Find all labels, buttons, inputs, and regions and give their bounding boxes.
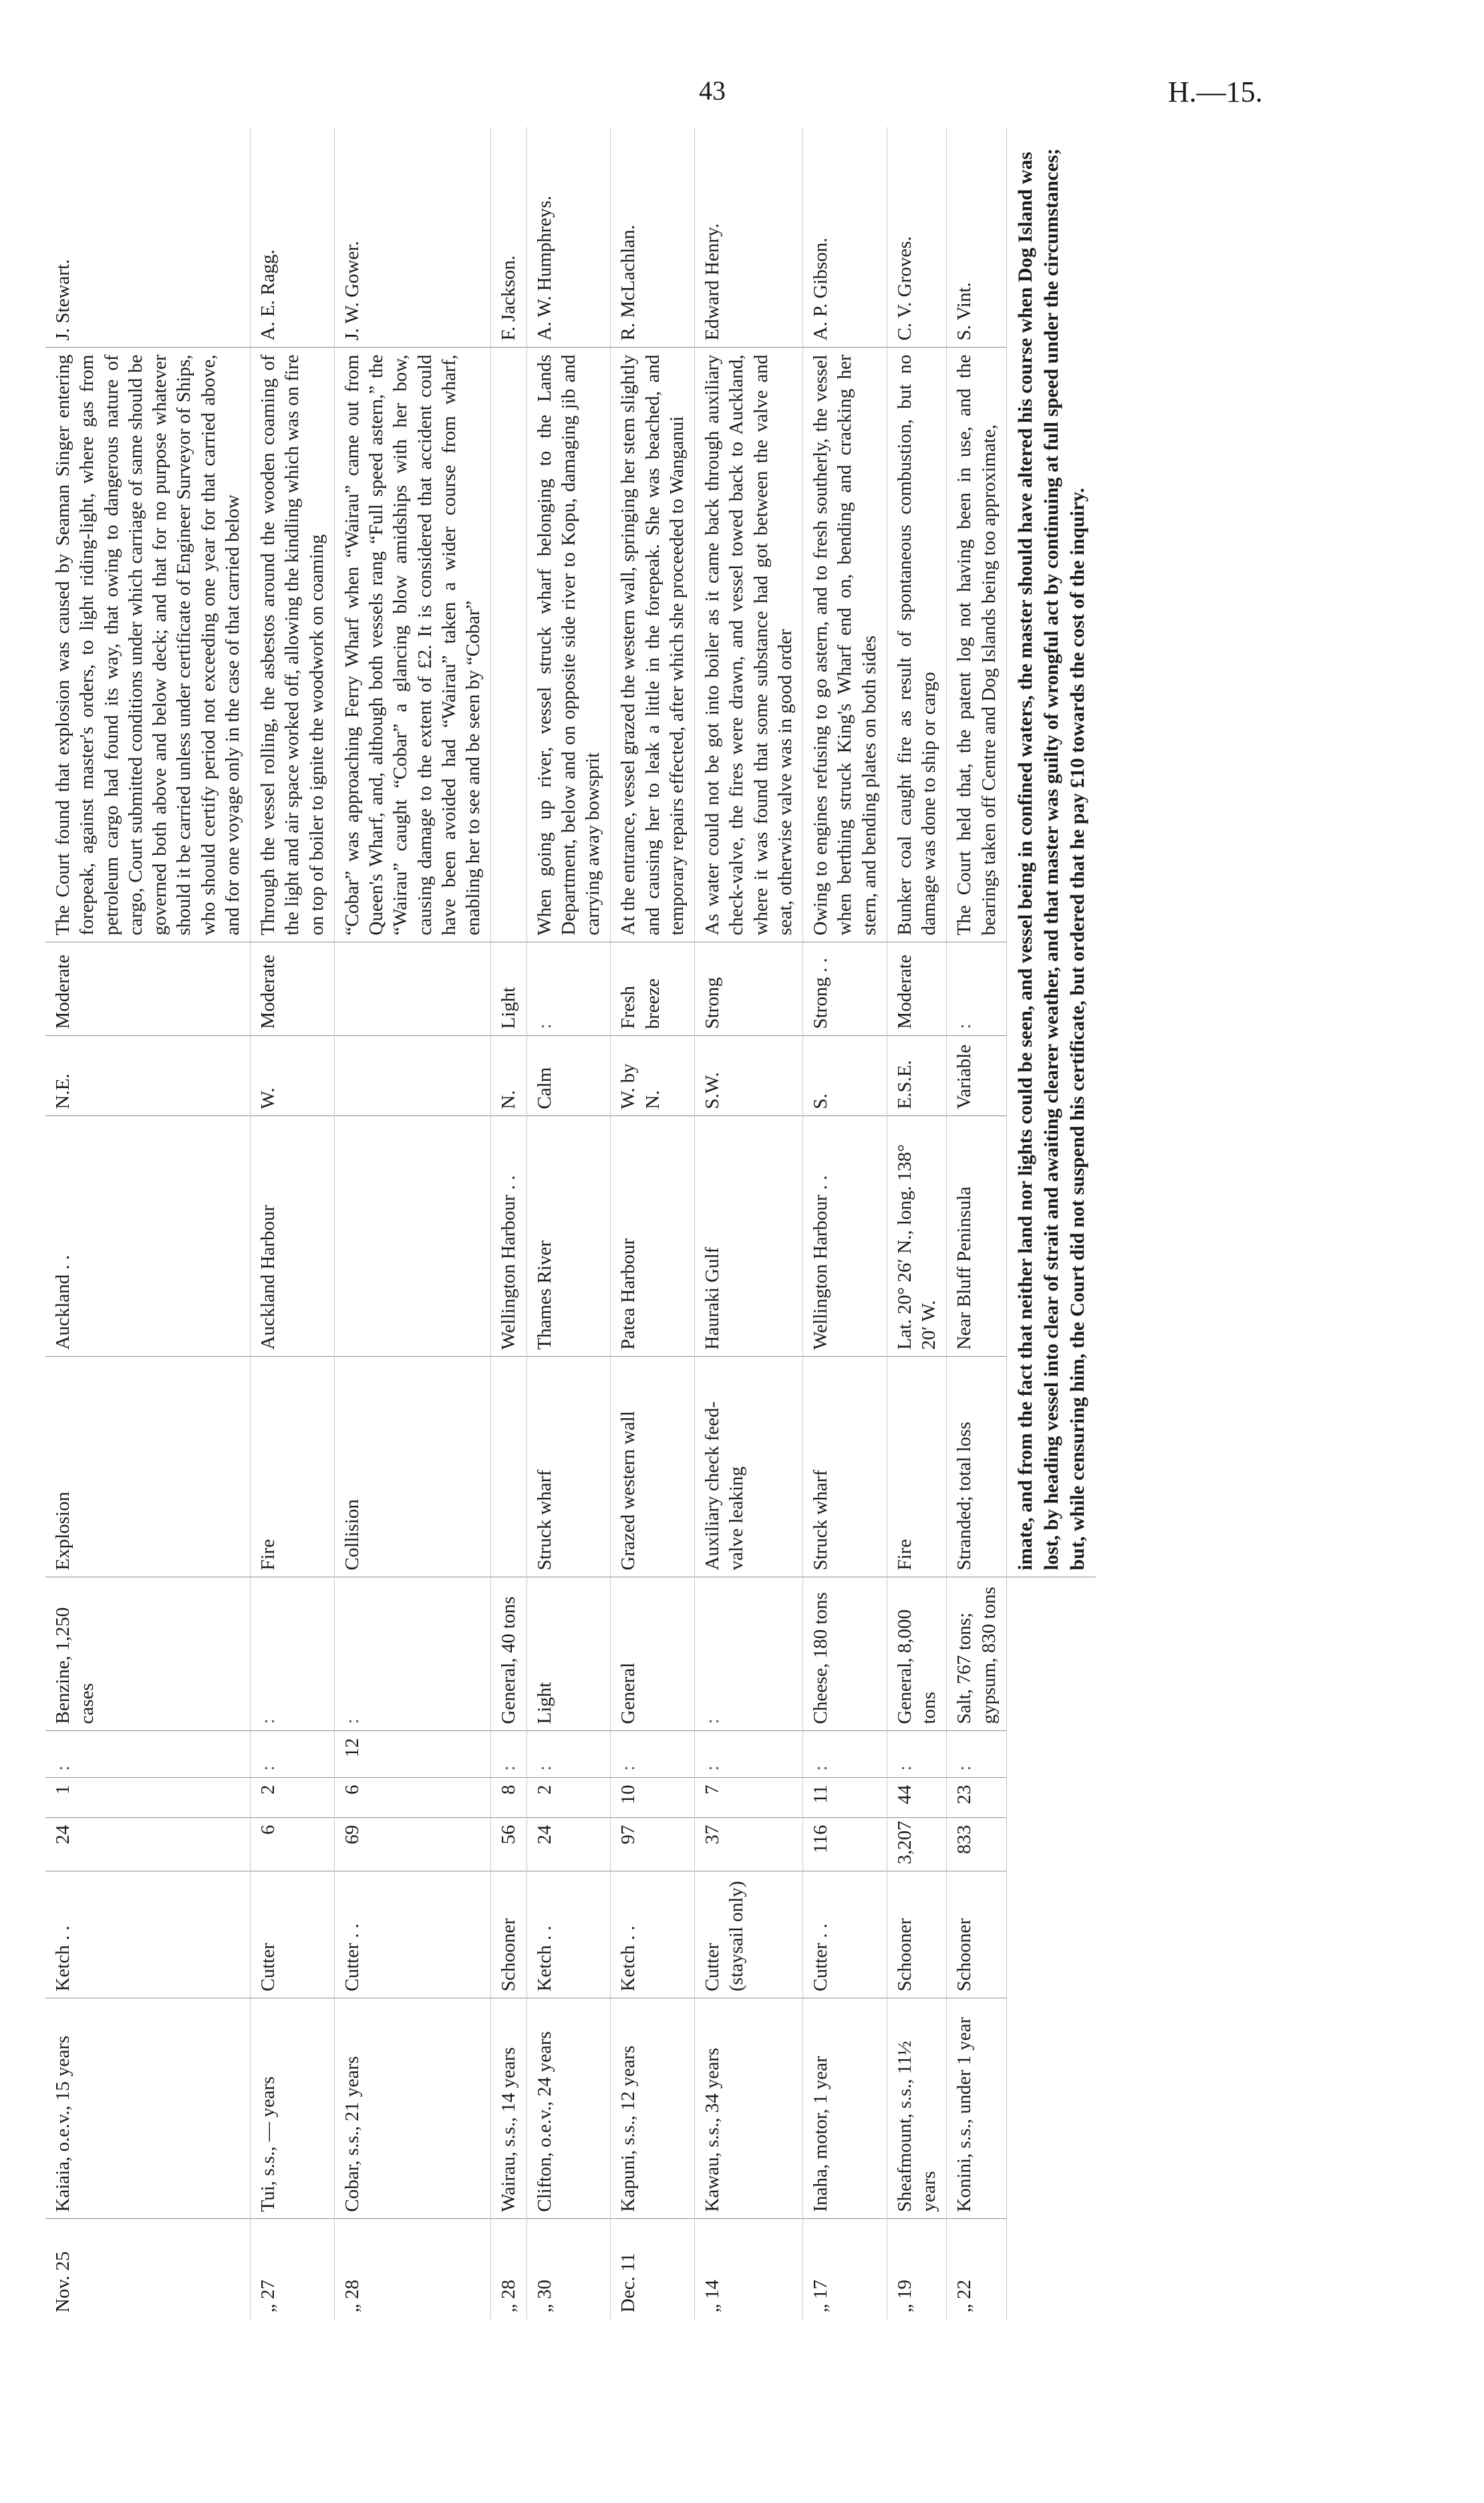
spacer-cell xyxy=(1006,1577,1096,2319)
passengers-cell: : xyxy=(491,1731,527,1778)
date-cell: Dec. 11 xyxy=(611,2219,695,2319)
tonnage-cell: 3,207 xyxy=(887,1818,947,1871)
crew-cell: 11 xyxy=(803,1778,887,1818)
force-cell xyxy=(334,942,491,1036)
tonnage-cell: 56 xyxy=(491,1818,527,1871)
ship-cell: Cobar, s.s., 21 years xyxy=(334,1998,491,2219)
table-row xyxy=(947,127,1007,2319)
rig-cell: Ketch . . xyxy=(45,1871,251,1998)
officer-cell: A. P. Gibson. xyxy=(803,127,887,348)
page-number: 43 xyxy=(699,76,726,106)
place-cell: Auckland Harbour xyxy=(251,1116,335,1357)
officer-cell: J. Stewart. xyxy=(45,127,251,348)
date-cell: „ 30 xyxy=(527,2219,611,2319)
crew-cell: 44 xyxy=(887,1778,947,1818)
officer-cell: J. W. Gower. xyxy=(334,127,491,348)
crew-cell: 2 xyxy=(251,1778,335,1818)
table-row xyxy=(45,127,251,2319)
passengers-cell: : xyxy=(45,1731,251,1778)
ship-cell: Sheafmount, s.s., 11½ years xyxy=(887,1998,947,2219)
cargo-cell: Salt, 767 tons; gypsum, 830 tons xyxy=(947,1577,1007,1731)
officer-cell: A. E. Ragg. xyxy=(251,127,335,348)
finding-cell xyxy=(491,348,527,942)
cargo-cell: General, 40 tons xyxy=(491,1577,527,1731)
passengers-cell: : xyxy=(947,1731,1007,1778)
finding-cell: The Court held that, the patent log not having been in use, and the bearings taken off Centre and Dog Islands being too approximate, xyxy=(947,348,1007,942)
nature-cell: Struck wharf xyxy=(527,1357,611,1577)
finding-cell: “Cobar” was approaching Ferry Wharf when “Wairau” came out from Queen's Wharf, and, although both vessels rang “Full speed astern,” the “Wairau” caught “Cobar” a glancing blow amidships with her bow, causing damage to the extent of £2. It is considered that accident could have been avoided had “Wairau” taken a wider course from wharf, enabling her to see and be seen by “Cobar” xyxy=(334,348,491,942)
place-cell: Wellington Harbour . . xyxy=(491,1116,527,1357)
place-cell: Wellington Harbour . . xyxy=(803,1116,887,1357)
finding-cell: Owing to engines refusing to go astern, and to fresh southerly, the vessel when berthing struck King's Wharf end on, bending and cracking her stern, and bending plates on both sides xyxy=(803,348,887,942)
table-row xyxy=(251,127,335,2319)
series-code: H.—15. xyxy=(1168,76,1263,108)
date-cell: „ 14 xyxy=(695,2219,803,2319)
ship-cell: Clifton, o.e.v., 24 years xyxy=(527,1998,611,2219)
finding-cell: At the entrance, vessel grazed the western wall, springing her stem slightly and causing her to leak a little in the forepeak. She was beached, and temporary repairs effected, after which she proceeded to Wanganui xyxy=(611,348,695,942)
nature-cell: Grazed western wall xyxy=(611,1357,695,1577)
finding-cell: Through the vessel rolling, the asbestos around the wooden coaming of the light and air space worked off, allowing the kindling which was on fire on top of boiler to ignite the woodwork on coaming xyxy=(251,348,335,942)
place-cell: Auckland . . xyxy=(45,1116,251,1357)
table-row xyxy=(611,127,695,2319)
rig-cell: Ketch . . xyxy=(611,1871,695,1998)
crew-cell: 8 xyxy=(491,1778,527,1818)
tonnage-cell: 69 xyxy=(334,1818,491,1871)
ship-cell: Kawau, s.s., 34 years xyxy=(695,1998,803,2219)
finding-cell: The Court found that explosion was caused by Seaman Singer entering forepeak, against master's orders, to light riding-light, where gas from petroleum cargo had found its way, that owing to dangerous nature of cargo, Court submitted conditions under which carriage of same should be governed both above and below deck; and that for no purpose whatever should it be carried unless under certificate of Engineer Surveyor of Ships, who should certify period not exceeding one year for that carried above, and for one voyage only in the case of that carried below xyxy=(45,348,251,942)
nature-cell: Struck wharf xyxy=(803,1357,887,1577)
place-cell: Hauraki Gulf xyxy=(695,1116,803,1357)
crew-cell: 1 xyxy=(45,1778,251,1818)
officer-cell: C. V. Groves. xyxy=(887,127,947,348)
crew-cell: 23 xyxy=(947,1778,1007,1818)
table-row xyxy=(803,127,887,2319)
passengers-cell: : xyxy=(887,1731,947,1778)
ship-cell: Kapuni, s.s., 12 years xyxy=(611,1998,695,2219)
rig-cell: Cutter . . xyxy=(803,1871,887,1998)
nature-cell: Fire xyxy=(251,1357,335,1577)
table-row xyxy=(695,127,803,2319)
table-row xyxy=(527,127,611,2319)
wind-cell xyxy=(334,1036,491,1116)
force-cell: Strong . . xyxy=(803,942,887,1036)
force-cell: Fresh breeze xyxy=(611,942,695,1036)
date-cell: „ 22 xyxy=(947,2219,1007,2319)
force-cell: Moderate xyxy=(887,942,947,1036)
cargo-cell: : xyxy=(695,1577,803,1731)
cargo-cell: : xyxy=(334,1577,491,1731)
officer-cell: S. Vint. xyxy=(947,127,1007,348)
casualty-table xyxy=(45,127,1096,2319)
cargo-cell: General xyxy=(611,1577,695,1731)
force-cell: Moderate xyxy=(251,942,335,1036)
tonnage-cell: 37 xyxy=(695,1818,803,1871)
crew-cell: 2 xyxy=(527,1778,611,1818)
ship-cell: Tui, s.s., — years xyxy=(251,1998,335,2219)
force-cell: : xyxy=(527,942,611,1036)
force-cell: Strong xyxy=(695,942,803,1036)
cargo-cell: Light xyxy=(527,1577,611,1731)
nature-cell: Fire xyxy=(887,1357,947,1577)
nature-cell: Stranded; total loss xyxy=(947,1357,1007,1577)
date-cell: „ 28 xyxy=(491,2219,527,2319)
rig-cell: Schooner xyxy=(491,1871,527,1998)
passengers-cell: 12 xyxy=(334,1731,491,1778)
ship-cell: Inaha, motor, 1 year xyxy=(803,1998,887,2219)
passengers-cell: : xyxy=(611,1731,695,1778)
place-cell: Patea Harbour xyxy=(611,1116,695,1357)
wind-cell: W. by N. xyxy=(611,1036,695,1116)
place-cell: Thames River xyxy=(527,1116,611,1357)
date-cell: Nov. 25 xyxy=(45,2219,251,2319)
wind-cell: Variable xyxy=(947,1036,1007,1116)
officer-cell: R. McLachlan. xyxy=(611,127,695,348)
continuation-note: imate, and from the fact that neither land nor lights could be seen, and vessel being in confined waters, the master should have altered his course when Dog Island was lost, by heading vessel into clear of strait and awaiting clearer weather, and that master was guilty of wrongful act by continuing at full speed under the circumstances; but, while censuring him, the Court did not suspend his certificate, but ordered that he pay £10 towards the cost of the inquiry. xyxy=(1006,127,1096,1577)
continuation-row xyxy=(1006,127,1096,2319)
rig-cell: Schooner xyxy=(947,1871,1007,1998)
cargo-cell: Benzine, 1,250 cases xyxy=(45,1577,251,1731)
finding-cell: When going up river, vessel struck wharf belonging to the Lands Department, below and on opposite side river to Kopu, damaging jib and carrying away bowsprit xyxy=(527,348,611,942)
wind-cell: W. xyxy=(251,1036,335,1116)
cargo-cell: : xyxy=(251,1577,335,1731)
crew-cell: 6 xyxy=(334,1778,491,1818)
officer-cell: F. Jackson. xyxy=(491,127,527,348)
rotated-table-wrapper xyxy=(45,127,1288,2319)
ship-cell: Konini, s.s., under 1 year xyxy=(947,1998,1007,2219)
wind-cell: Calm xyxy=(527,1036,611,1116)
tonnage-cell: 24 xyxy=(527,1818,611,1871)
force-cell: : xyxy=(947,942,1007,1036)
date-cell: „ 27 xyxy=(251,2219,335,2319)
nature-cell xyxy=(491,1357,527,1577)
cargo-cell: Cheese, 180 tons xyxy=(803,1577,887,1731)
cargo-cell: General, 8,000 tons xyxy=(887,1577,947,1731)
rig-cell: Cutter xyxy=(251,1871,335,1998)
tonnage-cell: 24 xyxy=(45,1818,251,1871)
finding-cell: As water could not be got into boiler as it came back through auxiliary check-valve, the fires were drawn, and vessel towed back to Auckland, where it was found that some substance had got between the valve and seat, otherwise valve was in good order xyxy=(695,348,803,942)
rig-cell: Schooner xyxy=(887,1871,947,1998)
passengers-cell: : xyxy=(695,1731,803,1778)
passengers-cell: : xyxy=(527,1731,611,1778)
place-cell: Near Bluff Peninsula xyxy=(947,1116,1007,1357)
table-row xyxy=(334,127,491,2319)
wind-cell: S. xyxy=(803,1036,887,1116)
force-cell: Moderate xyxy=(45,942,251,1036)
date-cell: „ 19 xyxy=(887,2219,947,2319)
wind-cell: N.E. xyxy=(45,1036,251,1116)
rig-cell: Ketch . . xyxy=(527,1871,611,1998)
finding-cell: Bunker coal caught fire as result of spontaneous combustion, but no damage was done to ship or cargo xyxy=(887,348,947,942)
date-cell: „ 17 xyxy=(803,2219,887,2319)
nature-cell: Collision xyxy=(334,1357,491,1577)
tonnage-cell: 6 xyxy=(251,1818,335,1871)
ship-cell: Wairau, s.s., 14 years xyxy=(491,1998,527,2219)
rig-cell: Cutter . . xyxy=(334,1871,491,1998)
place-cell xyxy=(334,1116,491,1357)
wind-cell: S.W. xyxy=(695,1036,803,1116)
tonnage-cell: 833 xyxy=(947,1818,1007,1871)
table-row xyxy=(491,127,527,2319)
passengers-cell: : xyxy=(251,1731,335,1778)
ship-cell: Kaiaia, o.e.v., 15 years xyxy=(45,1998,251,2219)
crew-cell: 7 xyxy=(695,1778,803,1818)
place-cell: Lat. 20° 26′ N., long. 138° 20′ W. xyxy=(887,1116,947,1357)
crew-cell: 10 xyxy=(611,1778,695,1818)
wind-cell: N. xyxy=(491,1036,527,1116)
force-cell: Light xyxy=(491,942,527,1036)
officer-cell: Edward Henry. xyxy=(695,127,803,348)
officer-cell: A. W. Humphreys. xyxy=(527,127,611,348)
tonnage-cell: 97 xyxy=(611,1818,695,1871)
tonnage-cell: 116 xyxy=(803,1818,887,1871)
nature-cell: Explosion xyxy=(45,1357,251,1577)
wind-cell: E.S.E. xyxy=(887,1036,947,1116)
table-row xyxy=(887,127,947,2319)
rig-cell: Cutter (staysail only) xyxy=(695,1871,803,1998)
date-cell: „ 28 xyxy=(334,2219,491,2319)
nature-cell: Auxiliary check feed-valve leaking xyxy=(695,1357,803,1577)
passengers-cell: : xyxy=(803,1731,887,1778)
